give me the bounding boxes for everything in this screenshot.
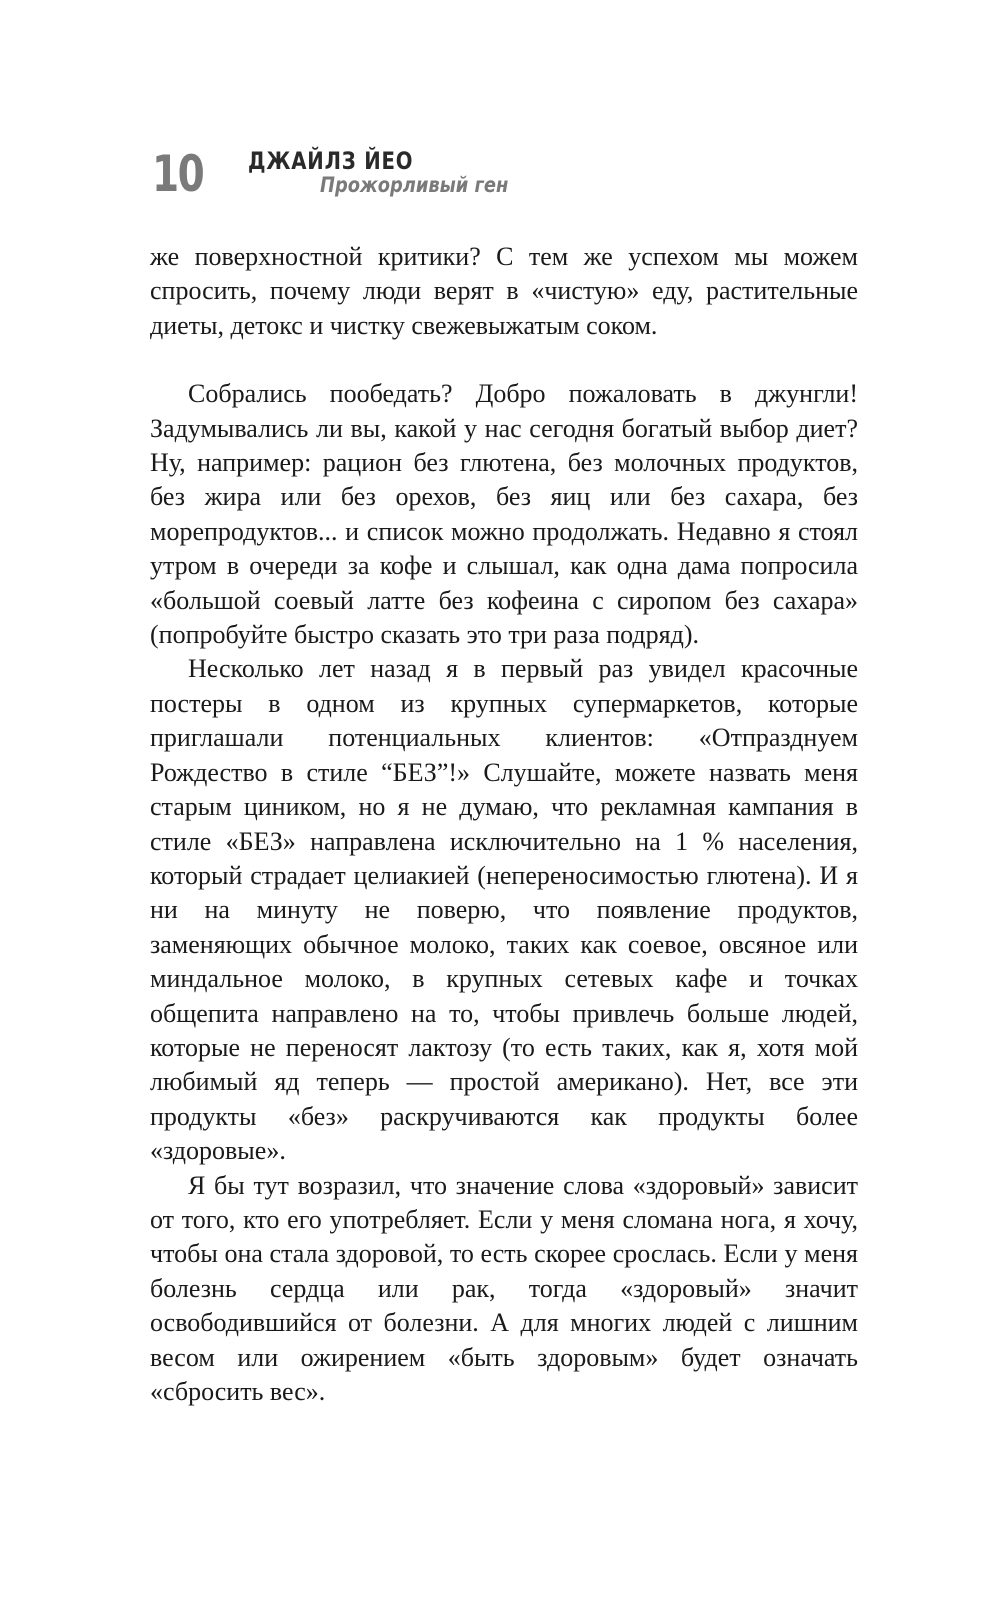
body-text: [150, 240, 858, 1409]
book-title: Прожорливый ген: [320, 173, 509, 197]
author-name: ДЖАЙЛЗ ЙЕО: [248, 147, 414, 175]
page-number: 10: [152, 145, 204, 203]
paragraph: Собрались пообедать? Добро пожаловать в джунгли! Задумывались ли вы, какой у нас сегодня богатый выбор диет? Ну, например: рацион без глютена, без молочных продуктов, без жира или без орехов, без яиц или без сахара, без морепродуктов... и список можно продолжать. Недавно я стоял утром в очереди за кофе и слышал, как одна дама попросила «большой соевый латте без кофеина с сиропом без сахара» (попробуйте быстро сказать это три раза подряд).: [150, 379, 858, 650]
paragraph: же поверхностной критики? С тем же успехом мы можем спросить, почему люди верят в «чистую» еду, растительные диеты, детокс и чистку свежевыжатым соком.: [150, 242, 858, 340]
paragraph: Несколько лет назад я в первый раз увидел красочные постеры в одном из крупных супермаркетов, которые приглашали потенциальных клиентов: «Отпразднуем Рождество в стиле “БЕЗ”!» Слушайте, можете назвать меня старым циником, но я не думаю, что рекламная кампания в стиле «БЕЗ» направлена исключительно на 1 % населения, который страдает целиакией (непереносимостью глютена). И я ни на минуту не поверю, что появление продуктов, заменяющих обычное молоко, таких как соевое, овсяное или миндальное молоко, в крупных сетевых кафе и точках общепита направлено на то, чтобы привлечь больше людей, которые не переносят лактозу (то есть таких, как я, хотя мой любимый яд теперь — простой американо). Нет, все эти продукты «без» раскручиваются как продукты более «здоровые».: [150, 654, 858, 1166]
paragraph: Я бы тут возразил, что значение слова «здоровый» зависит от того, кто его употребляет. Если у меня сломана нога, я хочу, чтобы она стала здоровой, то есть скорее срослась. Если у меня болезнь сердца или рак, тогда «здоровый» значит освободившийся от болезни. А для многих людей с лишним весом или ожирением «быть здоровым» будет означать «сбросить вес».: [150, 1170, 858, 1406]
